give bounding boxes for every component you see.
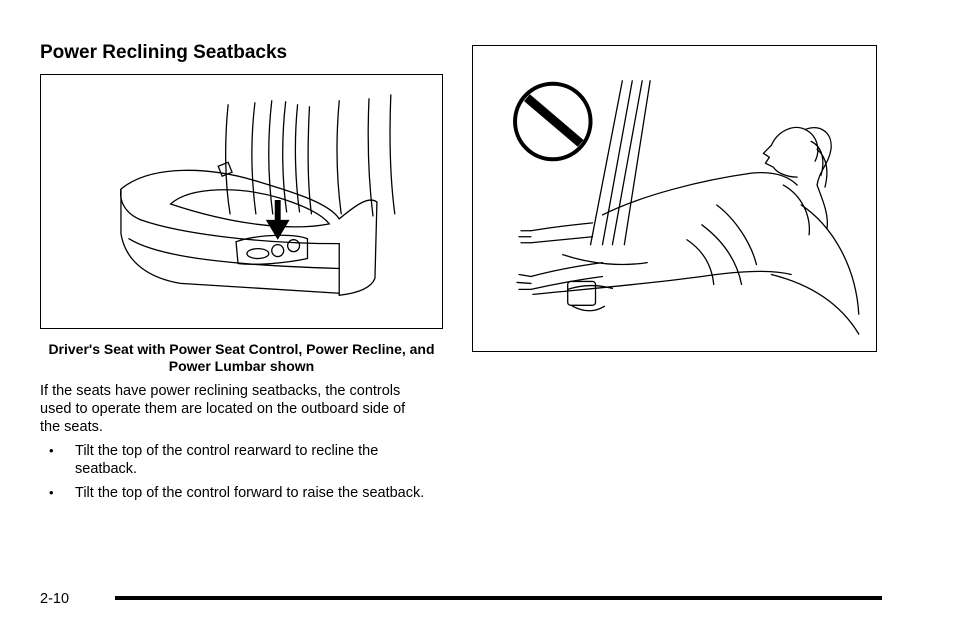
bullet-icon: • — [49, 485, 54, 500]
body-paragraph: If the seats have power reclining seatbacks, the controls used to operate them are located on the outboard side of the seats. — [40, 383, 406, 435]
footer-rule — [115, 596, 882, 600]
list-item-text: Tilt the top of the control forward to raise the seatback. — [75, 485, 425, 501]
figure-caption: Driver's Seat with Power Seat Control, Power Recline, and Power Lumbar shown — [48, 341, 435, 374]
page-number: 2-10 — [40, 591, 70, 607]
seat-control-illustration — [40, 74, 443, 329]
seat-drawing — [41, 75, 442, 328]
list-item — [40, 442, 440, 478]
list-item-text: Tilt the top of the control rearward to recline the seatback. — [75, 443, 379, 477]
list-item — [40, 484, 440, 502]
reclined-passenger-drawing — [473, 46, 876, 351]
section-heading: Power Reclining Seatbacks — [40, 42, 288, 63]
reclined-passenger-warning-illustration — [472, 45, 877, 352]
instruction-list — [40, 442, 440, 508]
prohibition-icon — [515, 84, 591, 160]
bullet-icon: • — [49, 443, 54, 458]
